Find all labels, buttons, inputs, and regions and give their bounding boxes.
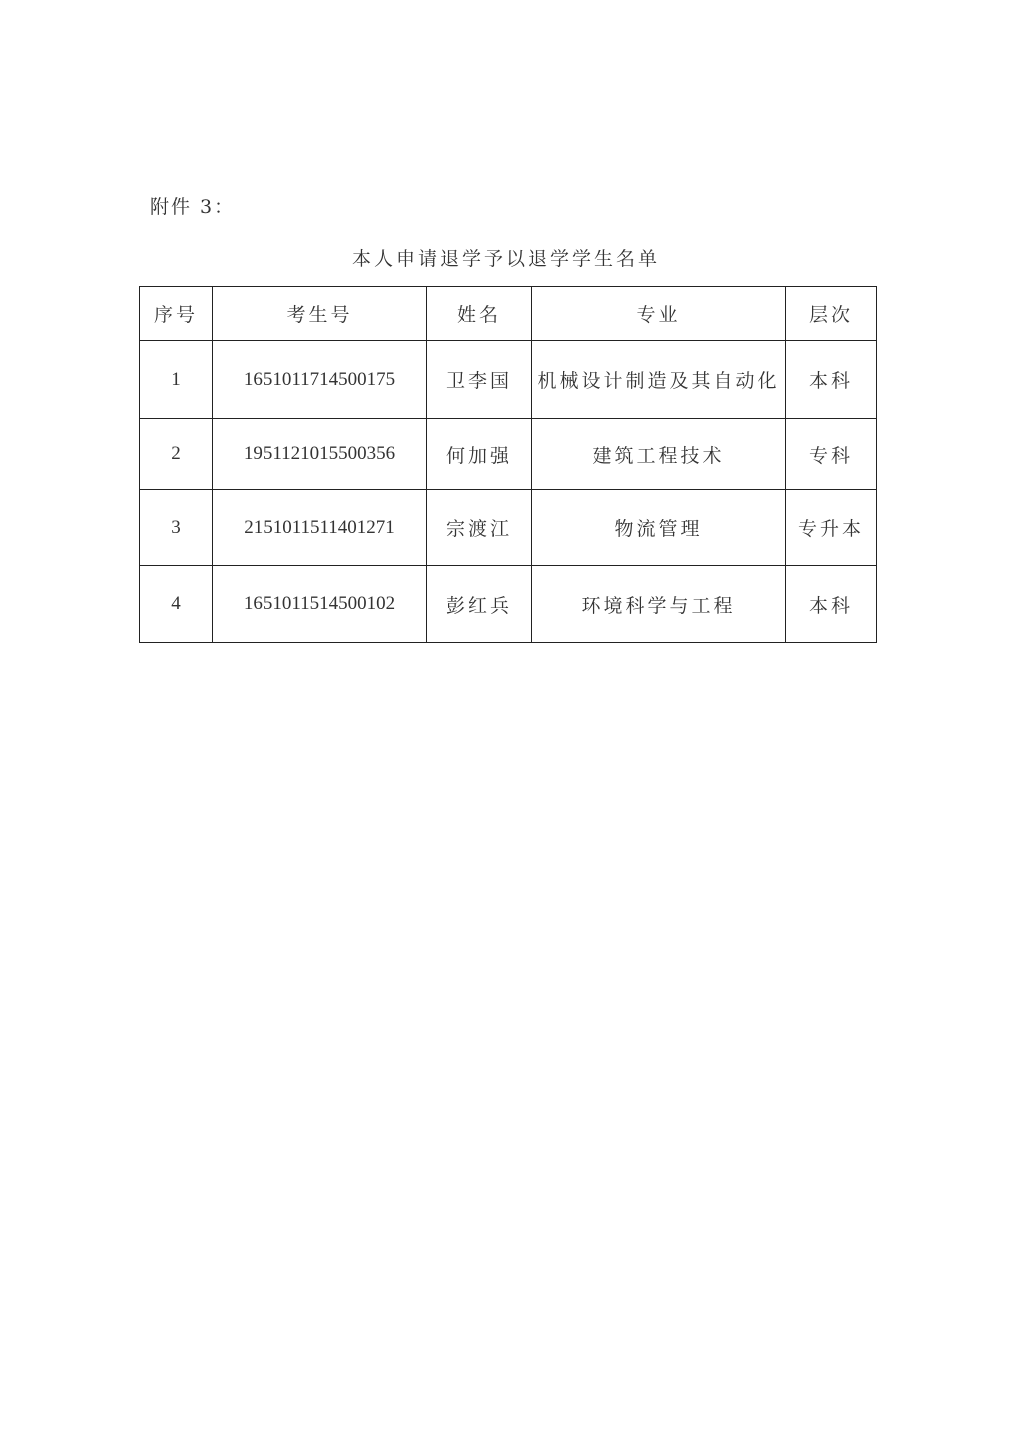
cell-exam-number: 1951121015500356	[213, 419, 427, 490]
cell-level: 本科	[786, 341, 877, 419]
cell-name: 何加强	[427, 419, 532, 490]
cell-exam-number: 2151011511401271	[213, 490, 427, 566]
cell-serial-number: 3	[140, 490, 213, 566]
cell-major: 机械设计制造及其自动化	[532, 341, 786, 419]
cell-serial-number: 4	[140, 566, 213, 643]
table-row	[140, 341, 877, 419]
cell-major: 环境科学与工程	[532, 566, 786, 643]
cell-name: 卫李国	[427, 341, 532, 419]
header-name: 姓名	[427, 287, 532, 341]
table-header-row	[140, 287, 877, 341]
cell-exam-number: 1651011714500175	[213, 341, 427, 419]
cell-serial-number: 1	[140, 341, 213, 419]
cell-major: 物流管理	[532, 490, 786, 566]
cell-level: 专科	[786, 419, 877, 490]
header-serial-number: 序号	[140, 287, 213, 341]
attachment-label: 附件 3：	[150, 196, 236, 218]
cell-major: 建筑工程技术	[532, 419, 786, 490]
cell-name: 彭红兵	[427, 566, 532, 643]
cell-level: 专升本	[786, 490, 877, 566]
cell-name: 宗渡江	[427, 490, 532, 566]
table-row	[140, 566, 877, 643]
cell-exam-number: 1651011514500102	[213, 566, 427, 643]
header-exam-number: 考生号	[213, 287, 427, 341]
cell-level: 本科	[786, 566, 877, 643]
document-title: 本人申请退学予以退学学生名单	[351, 248, 660, 270]
header-level: 层次	[786, 287, 877, 341]
table-row	[140, 490, 877, 566]
student-withdrawal-table	[139, 286, 877, 643]
header-major: 专业	[532, 287, 786, 341]
table-row	[140, 419, 877, 490]
cell-serial-number: 2	[140, 419, 213, 490]
